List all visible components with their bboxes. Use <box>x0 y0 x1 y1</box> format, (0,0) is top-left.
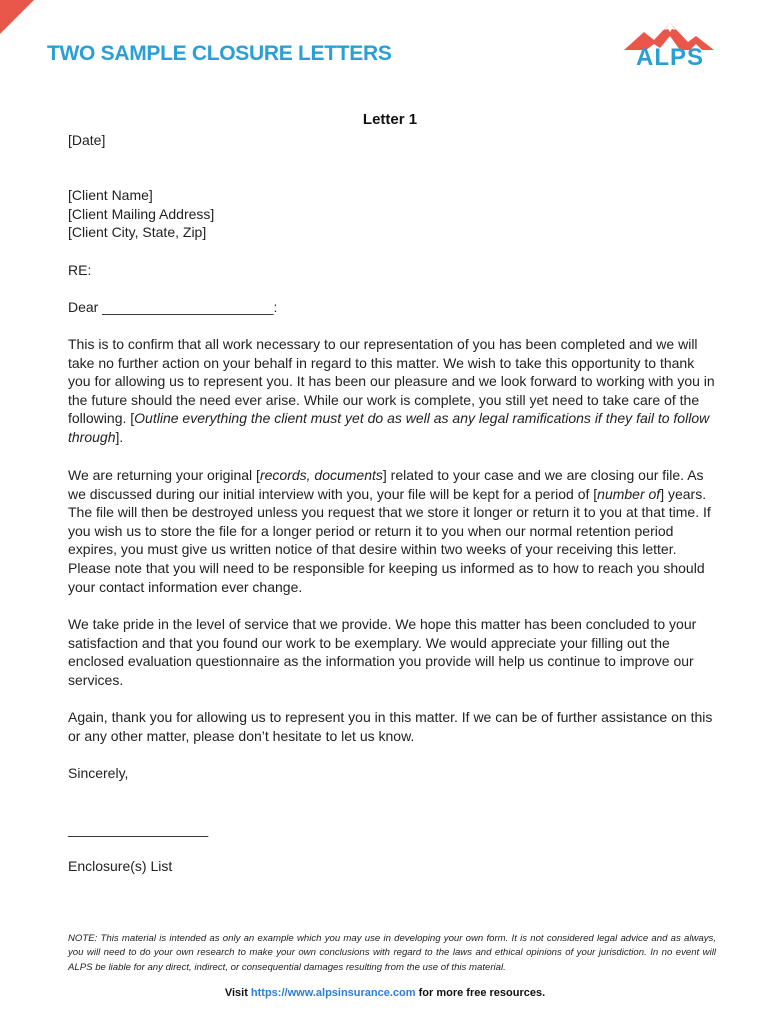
client-name: [Client Name] <box>68 187 153 203</box>
paragraph-1-italic: Outline everything the client must yet do as well as any legal ramifications if they fail to follow through <box>68 410 710 445</box>
paragraph-2-italic-number: number of <box>597 485 661 502</box>
salutation: Dear ______________________: <box>68 299 278 315</box>
paragraph-2 <box>68 466 718 596</box>
date-placeholder: [Date] <box>68 132 106 148</box>
paragraph-2-italic-records: records, documents <box>259 467 383 483</box>
letter-date <box>68 131 718 150</box>
client-address-block <box>68 186 718 242</box>
letter-heading: Letter 1 <box>362 111 418 128</box>
document-title: TWO SAMPLE CLOSURE LETTERS <box>47 42 392 65</box>
footer-prefix: Visit <box>224 987 251 999</box>
client-mailing-address: [Client Mailing Address] <box>68 205 215 222</box>
paragraph-3: We take pride in the level of service that we provide. We hope this matter has been concluded to your satisfaction and that you found our work to be exemplary. We would appreciate your filling out the enclosed evaluation questionnaire as the information you provide will help us continue to improve our services. <box>68 616 697 688</box>
paragraph-1 <box>68 335 718 447</box>
footer <box>0 987 770 999</box>
legal-disclaimer-note: NOTE: This material is intended as only an example which you may use in developing your own form. It is not considered legal advice and as always, you will need to do your own research to make your own conclusions with regard to the laws and ethical opinions of your jurisdiction. In no event will ALPS be liable for any direct, indirect, or consequential damages resulting from the use of this material. <box>68 933 716 973</box>
paragraph-2-text-b: ] related to your case and we are closing our file. As we discussed during our initial interview with you, your file will be kept for a period of [ <box>68 467 704 502</box>
footer-suffix: for more free resources. <box>415 987 546 999</box>
corner-tab-decoration <box>0 0 34 34</box>
paragraph-2-text-a: We are returning your original [ <box>68 467 260 483</box>
paragraph-2-text-c: ] years. The file will then be destroyed unless you request that we store it longer or return it to you at that time. If you wish us to store the file for a longer period or return it to you when our normal retention period expires, you must give us written notice of that desire within two weeks of your receiving this letter. Please note that you will need to be responsible for keeping us informed as to how to reach you should your contact information ever change. <box>68 485 711 595</box>
paragraph-1-text: This is to confirm that all work necessary to our representation of you has been completed and we will take no further action on your behalf in regard to this matter. We wish to take this opportunity to thank you for allowing us to represent you. It has been our pleasure and we look forward to working with you in the future should the need ever arise. While our work is complete, you still yet need to take care of the following. [ <box>68 336 715 427</box>
re-line: RE: <box>68 262 92 278</box>
paragraph-1-end: ]. <box>115 428 124 445</box>
client-city-state-zip: [Client City, State, Zip] <box>68 224 207 241</box>
alps-logo-text: ALPS <box>635 44 704 71</box>
enclosure-list: Enclosure(s) List <box>68 858 173 874</box>
signature-line: __________________ <box>68 821 209 837</box>
paragraph-4: Again, thank you for allowing us to represent you in this matter. If we can be of further assistance on this or any other matter, please don’t hesitate to let us know. <box>68 709 713 744</box>
closing: Sincerely, <box>68 765 129 781</box>
website-link[interactable]: https://www.alpsinsurance.com <box>250 987 416 999</box>
